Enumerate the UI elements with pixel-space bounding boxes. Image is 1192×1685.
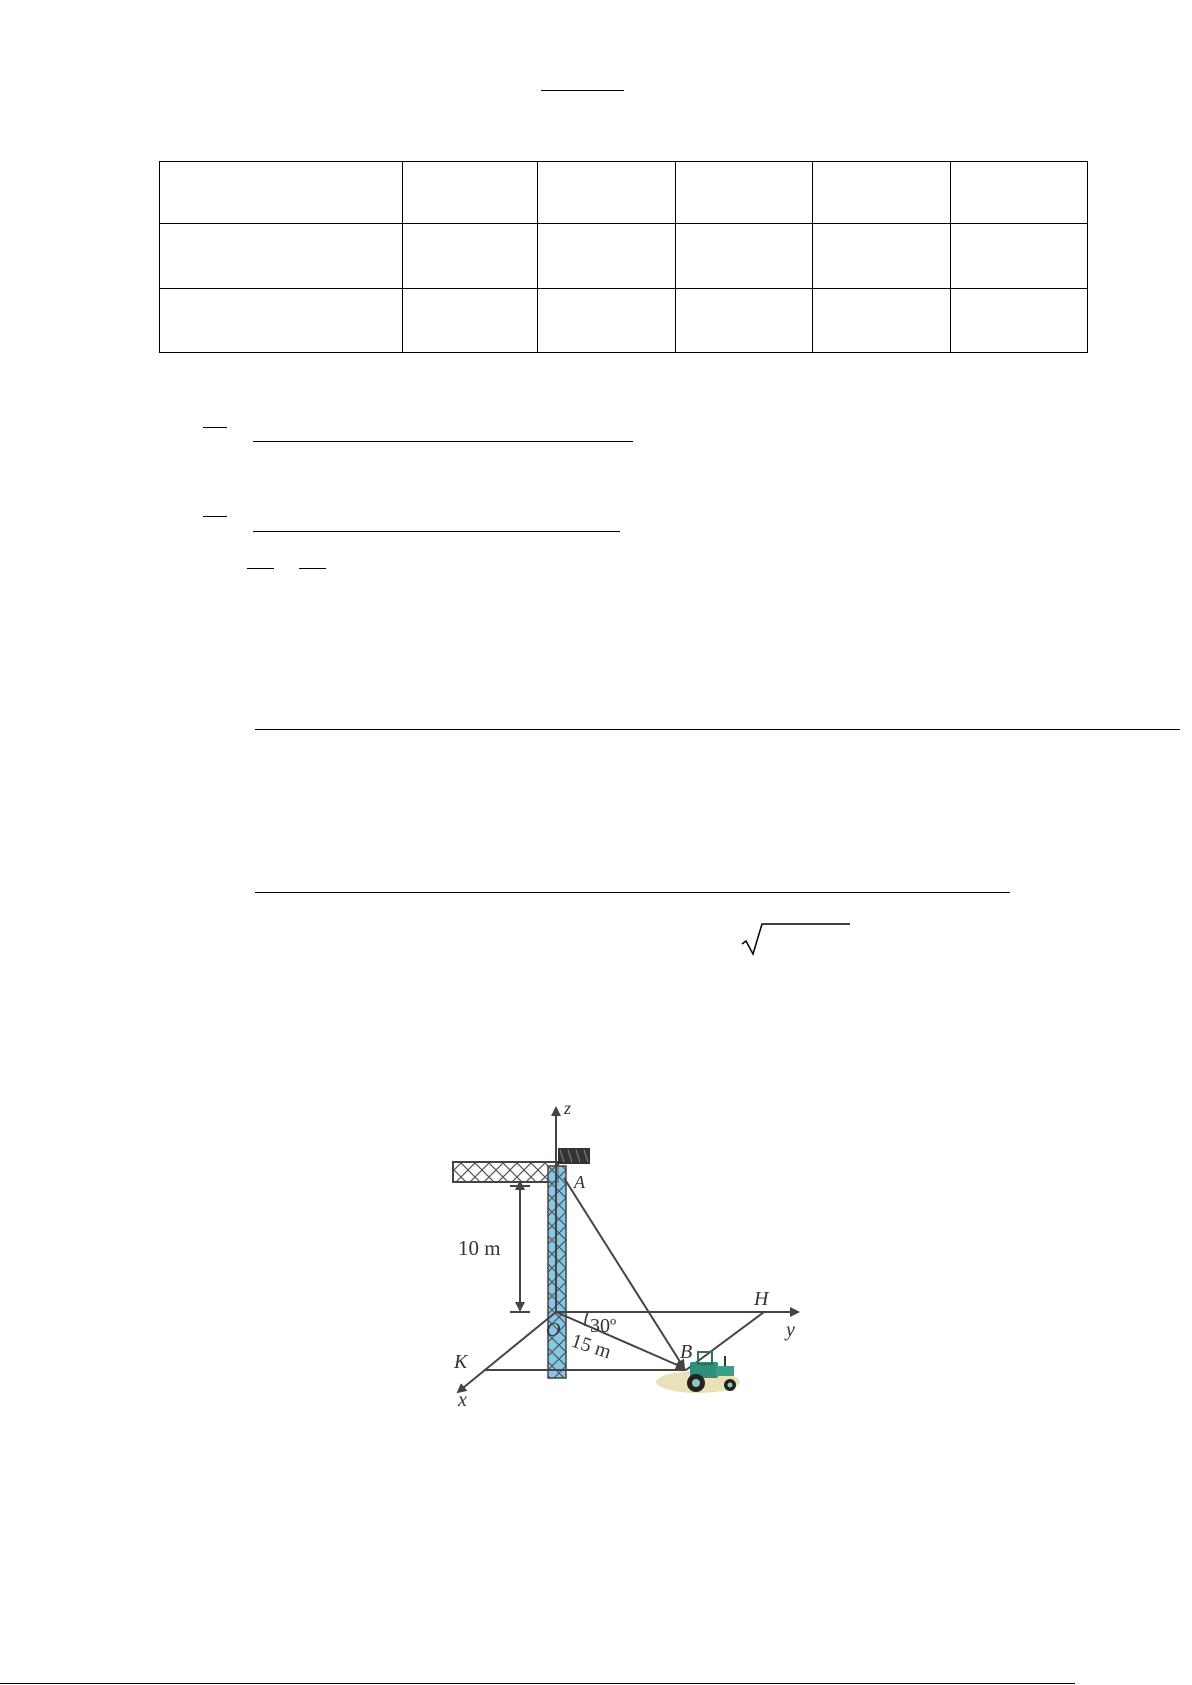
answer-blank-1 <box>253 441 633 442</box>
label-z: z <box>564 1100 572 1118</box>
table-cell <box>403 289 538 353</box>
vector-bar-3 <box>247 568 274 569</box>
vector-bar-1 <box>203 427 227 428</box>
square-root-sign <box>740 922 852 956</box>
label-h: H <box>754 1288 769 1310</box>
table-cell <box>160 162 403 224</box>
answer-line-4 <box>255 892 1010 893</box>
height-dimension <box>510 1186 530 1312</box>
table-cell <box>676 289 813 353</box>
crane-counterweight <box>558 1148 590 1164</box>
data-table <box>159 161 1088 353</box>
tractor-icon <box>656 1352 740 1393</box>
table-cell <box>160 224 403 289</box>
label-b: B <box>680 1341 693 1363</box>
table-row <box>160 162 1088 224</box>
answer-line-3 <box>255 729 1180 730</box>
table-cell <box>813 162 951 224</box>
table-cell <box>676 162 813 224</box>
label-distance: 15 m <box>568 1329 614 1364</box>
vector-bar-2 <box>203 516 227 517</box>
table-row <box>160 289 1088 353</box>
table-cell <box>538 289 676 353</box>
angle-arc <box>585 1312 588 1326</box>
table-cell <box>951 162 1088 224</box>
label-x: x <box>458 1389 467 1411</box>
table-cell <box>160 289 403 353</box>
label-a: A <box>574 1172 585 1192</box>
footer-line <box>0 1683 1075 1684</box>
table-cell <box>676 224 813 289</box>
label-k: K <box>454 1351 468 1373</box>
table-cell <box>538 224 676 289</box>
table-cell <box>403 224 538 289</box>
table-cell <box>951 224 1088 289</box>
table-row <box>160 224 1088 289</box>
vector-bar-4 <box>299 568 326 569</box>
label-height: 10 m <box>458 1236 501 1260</box>
table-cell <box>951 289 1088 353</box>
label-y: y <box>786 1319 795 1341</box>
table-cell <box>403 162 538 224</box>
crane-tractor-figure <box>440 1100 820 1420</box>
table-cell <box>813 224 951 289</box>
table-cell <box>813 289 951 353</box>
x-axis <box>458 1312 556 1392</box>
table-cell <box>538 162 676 224</box>
crane-jib <box>453 1162 558 1182</box>
title-blank-line <box>541 90 624 91</box>
answer-blank-2 <box>253 531 620 532</box>
label-o: O <box>546 1319 561 1341</box>
label-angle: 30º <box>590 1315 617 1337</box>
